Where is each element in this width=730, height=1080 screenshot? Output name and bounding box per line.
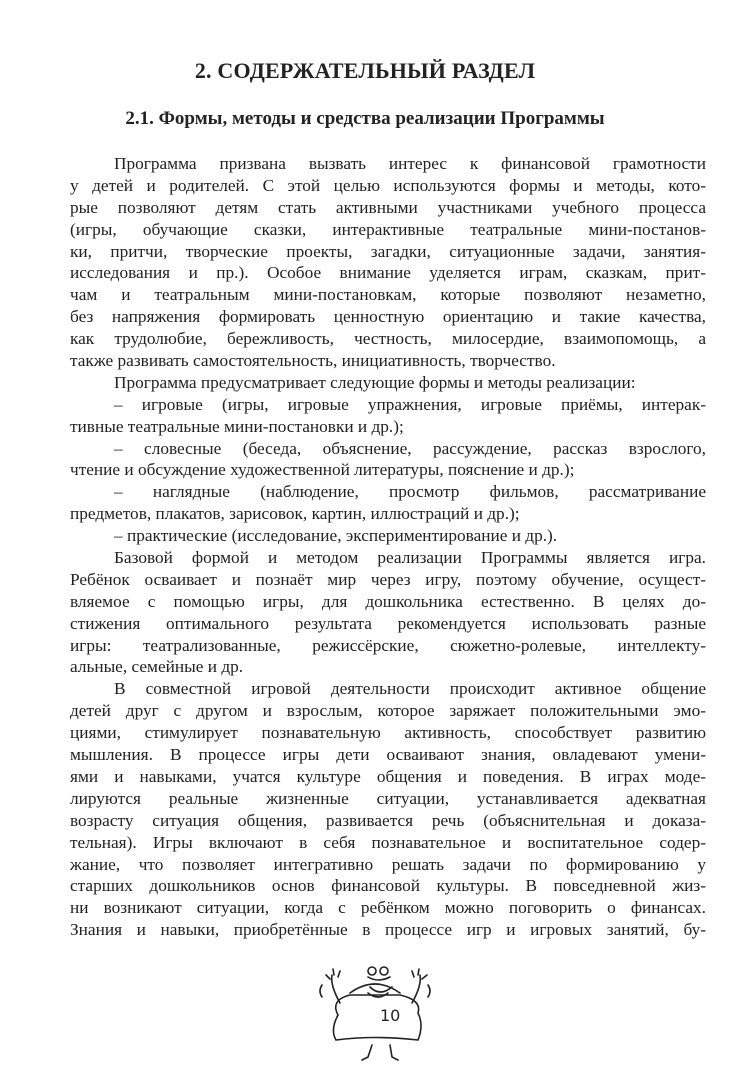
text-line: жание, что позволяет интегративно решать задачи по формированию у [70,854,706,874]
text-line: ями и навыками, учатся культуре общения и поведения. В играх моде- [70,766,706,786]
page-number: 10 [380,1006,401,1025]
subsection-heading: 2.1. Формы, методы и средства реализации Программы [125,108,605,129]
paragraph-first-line: Базовой формой и методом реализации Программы является игра. [114,548,706,568]
text-line: ки, притчи, творческие проекты, загадки, ситуационные задачи, занятия- [70,241,706,261]
text-line: (игры, обучающие сказки, интерактивные театральные мини-постанов- [70,219,706,239]
text-line: предметов, плакатов, зарисовок, картин, иллюстраций и др.); [70,504,520,524]
text-line: детей друг с другом и взрослым, которое заряжает положительными эмо- [70,701,706,721]
text-line: стижения оптимального результата рекомендуется использовать разные [70,613,706,633]
purse-mascot-illustration [300,955,450,1080]
text-line: рые позволяют детям стать активными участниками учебного процесса [70,197,706,217]
paragraph-first-line: – практические (исследование, экспериментирование и др.). [114,526,558,546]
text-line: мышления. В процессе игры дети осваивают знания, овладевают умени- [70,745,706,765]
text-line: чам и театральным мини-постановкам, которые позволяют незаметно, [70,285,706,305]
text-line: тивные театральные мини-постановки и др.); [70,416,404,436]
text-line: тельная). Игры включают в себя познавательное и воспитательное содер- [70,832,706,852]
text-line: у детей и родителей. С этой целью используются формы и методы, кото- [70,175,706,195]
paragraph-first-line: Программа предусматривает следующие формы и методы реализации: [114,372,636,392]
text-line: игры: театрализованные, режиссёрские, сюжетно-ролевые, интеллекту- [70,635,706,655]
text-line: исследования и пр.). Особое внимание уделяется играм, сказкам, прит- [70,263,706,283]
text-line: вляемое с помощью игры, для дошкольника естественно. В целях до- [70,591,706,611]
text-line: альные, семейные и др. [70,657,244,677]
text-line: ни возникают ситуации, когда с ребёнком можно поговорить о финансах. [70,898,706,918]
section-heading: 2. СОДЕРЖАТЕЛЬНЫЙ РАЗДЕЛ [194,58,536,83]
text-line: Ребёнок осваивает и познаёт мир через игру, поэтому обучение, осущест- [70,569,706,589]
text-line: возрасту ситуация общения, развивается речь (объяснительная и доказа- [70,810,706,830]
paragraph-first-line: – наглядные (наблюдение, просмотр фильмов, рассматривание [114,482,706,502]
text-line: без напряжения формировать ценностную ориентацию и такие качества, [70,307,706,327]
body-text [70,153,706,941]
text-line: старших дошкольников основ финансовой культуры. В повседневной жиз- [70,876,706,896]
text-line: Знания и навыки, приобретённые в процессе игр и игровых занятий, бу- [70,920,706,940]
text-line: как трудолюбие, бережливость, честность, милосердие, взаимопомощь, а [70,329,706,349]
text-line: лируются реальные жизненные ситуации, устанавливается адекватная [70,788,706,808]
text-line: чтение и обсуждение художественной литературы, пояснение и др.); [70,460,575,480]
paragraph-first-line: В совместной игровой деятельности происходит активное общение [114,679,706,699]
text-line: также развивать самостоятельность, инициативность, творчество. [70,351,556,371]
text-line: циями, стимулирует познавательную активность, способствует развитию [70,723,706,743]
paragraph-first-line: Программа призвана вызвать интерес к финансовой грамотности [114,154,706,173]
paragraph-first-line: – игровые (игры, игровые упражнения, игровые приёмы, интерак- [114,394,706,414]
paragraph-first-line: – словесные (беседа, объяснение, рассуждение, рассказ взрослого, [114,438,706,458]
